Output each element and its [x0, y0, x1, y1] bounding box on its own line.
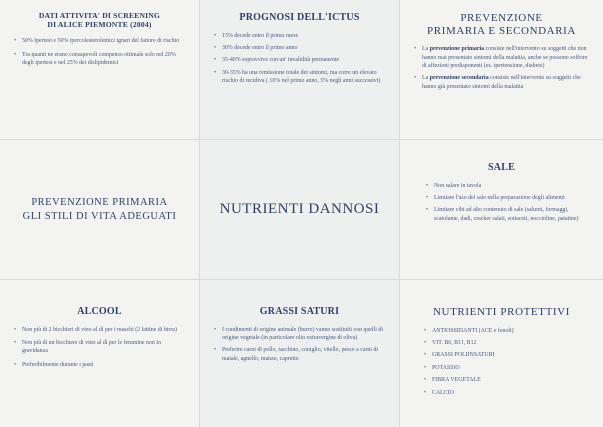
center-text: [200, 140, 399, 279]
heading-line-2: GLI STILI DI VITA ADEGUATI: [22, 210, 177, 222]
bullet-list: [426, 182, 589, 224]
item-text: consiste nell'intervento su soggetti che hanno già presentato sintomi della malattia: [422, 75, 581, 90]
bullet-list: [424, 327, 589, 397]
panel-title: GRASSI SATURI: [259, 306, 340, 317]
list-item: • POTASSIO: [424, 364, 589, 372]
list-item: • Non salare in tavola: [426, 182, 589, 190]
panel-title: PROGNOSI DELL'ICTUS: [239, 12, 360, 23]
bullet-list: [14, 326, 185, 370]
list-item: • 50% Ipertesi e 50% ipercolesterolemici ignari del fattore di rischio: [14, 37, 185, 45]
bullet-list: [214, 32, 385, 86]
list-item: • Limitare l'uso del sale nella preparazione degli alimenti: [426, 194, 589, 202]
list-item: • VIT. B6, B11, B12: [424, 339, 589, 347]
title-line-1: DATI ATTIVITA' DI SCREENING: [38, 11, 161, 20]
list-item: [414, 74, 589, 91]
list-item: • 35-40% sopravvive con un' invalidità permanente: [214, 56, 385, 64]
panel-nutrienti-dannosi: [200, 140, 400, 280]
panel-prognosi: [200, 0, 400, 140]
panel-stili-di-vita: [0, 140, 200, 280]
bullet-list: [14, 37, 185, 67]
panel-title: NUTRIENTI PROTETTIVI: [433, 306, 570, 318]
list-item: • 30% decede entro il primo anno: [214, 44, 385, 52]
item-prefix: La: [422, 46, 430, 53]
panel-title: SALE: [488, 162, 515, 173]
panel-title: [14, 12, 185, 29]
nutrienti-dannosi-heading: NUTRIENTI DANNOSI: [219, 201, 380, 217]
list-item: • ANTIOSSIDANTI (ACE e fenoli): [424, 327, 589, 335]
stili-heading: [23, 196, 177, 223]
list-item: • 15% decede entro il primo mese: [214, 32, 385, 40]
panel-prevenzione: [400, 0, 603, 140]
panel-alcool: [0, 280, 200, 427]
list-item: • Non più di un bicchiere di vino al dì per le femmine non in gravidanza: [14, 339, 185, 356]
bullet-list: [414, 45, 589, 91]
list-item: • FIBRA VEGETALE: [424, 376, 589, 384]
center-text: [0, 140, 199, 279]
list-item: • Preferire carni di pollo, tacchino, coniglio, vitello, pesce a carni di maiale, agnello, manzo, capretto: [214, 346, 385, 363]
panel-grassi-saturi: [200, 280, 400, 427]
heading-line-1: PREVENZIONE PRIMARIA: [31, 196, 168, 208]
item-text: consiste nell'intervento su soggetti che non hanno mai presentato sintomi della malattia, anche se possono soffrire di affezioni predisponenti (es. ipertensione, diabete): [422, 46, 588, 70]
list-item: • Non più di 2 bicchieri di vino al dì per i maschi (2 lattine di birra): [14, 326, 185, 334]
item-prefix: La: [422, 75, 430, 82]
title-line-2: DI ALICE PIEMONTE (2004): [47, 19, 152, 29]
panel-sale: [400, 140, 603, 280]
list-item: [414, 45, 589, 70]
title-line-2: PRIMARIA E SECONDARIA: [427, 24, 576, 37]
list-item: • I condimenti di origine animale (burro) vanno sostituiti con quelli di origine vegetale (in particolare olio extravergine di oliva): [214, 326, 385, 343]
bullet-list: [214, 326, 385, 364]
list-item: • GRASSI POLIINSATURI: [424, 351, 589, 359]
list-item: • Limitare cibi ad alto contenuto di sale (salumi, formaggi, scatolame, dadi, cracker salati, sottaceti, noccioline, patatine): [426, 206, 589, 223]
title-line-1: PREVENZIONE: [460, 12, 543, 24]
panel-title: ALCOOL: [77, 306, 122, 317]
panel-screening: [0, 0, 200, 140]
list-item: • Tra quanti ne erano consapevoli compenso ottimale solo nel 20% degli ipertesi e nel 25% dei dislipidemici: [14, 51, 185, 68]
list-item: • 30-35% ha una remissione totale dei sintomi, ma corre un elevato rischio di recidiva ( 10% nel primo anno, 5% negli anni successivi): [214, 69, 385, 86]
panel-title: [414, 12, 589, 37]
item-bold: prevenzione primaria: [429, 46, 485, 53]
panel-nutrienti-protettivi: [400, 280, 603, 427]
item-bold: prevenzione secondaria: [429, 75, 489, 82]
list-item: • Preferibilmente durante i pasti: [14, 361, 185, 369]
list-item: • CALCIO: [424, 389, 589, 397]
